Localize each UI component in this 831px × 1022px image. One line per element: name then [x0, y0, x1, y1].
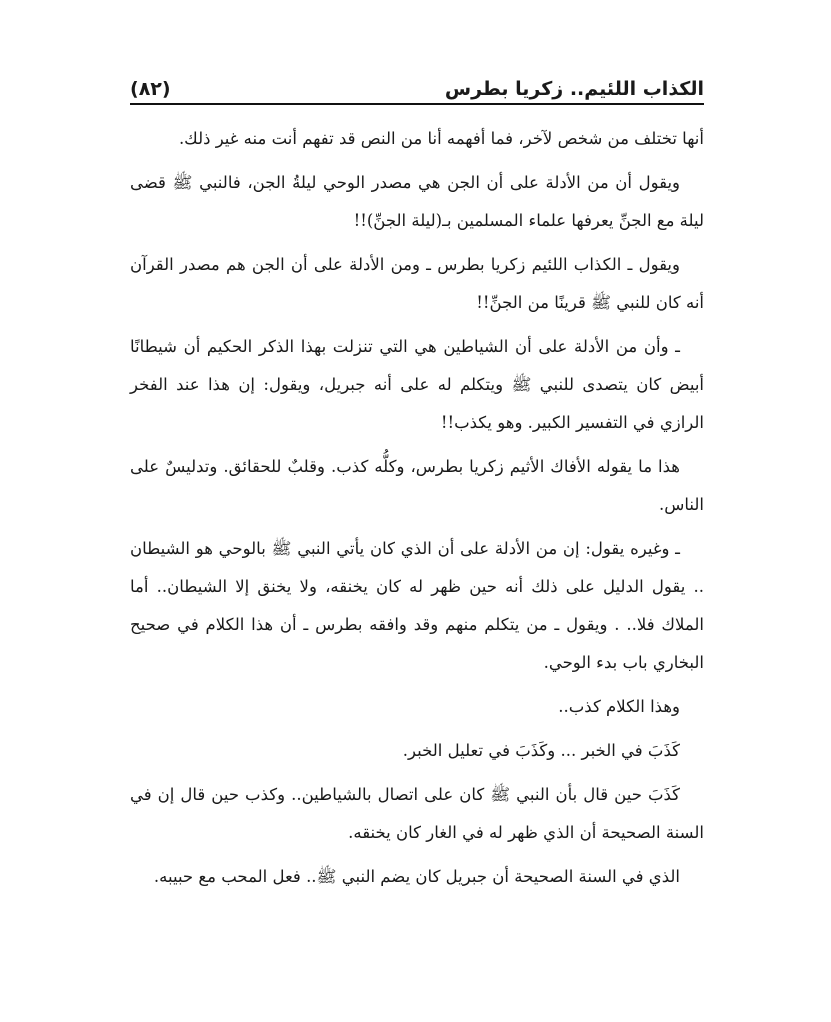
paragraph: كَذَبَ في الخبر ... وكَذَبَ في تعليل الخبر.: [402, 741, 680, 760]
body-text: [130, 120, 704, 902]
book-page: [130, 0, 704, 1022]
paragraph: أنها تختلف من شخص لآخر، فما أفهمه أنا من النص قد تفهم أنت منه غير ذلك.: [178, 129, 704, 148]
page-header: [130, 70, 704, 105]
paragraph: ويقول ـ الكذاب اللئيم زكريا بطرس ـ ومن الأدلة على أن الجن هم مصدر القرآن أنه كان للنبي ﷺ قرينًا من الجنِّ!!: [130, 255, 704, 312]
paragraph: ويقول أن من الأدلة على أن الجن هي مصدر الوحي ليلةُ الجن، فالنبي ﷺ قضى ليلة مع الجنِّ يعرفها علماء المسلمين بـ(ليلة الجنِّ)!!: [130, 173, 704, 230]
paragraph: هذا ما يقوله الأفاك الأثيم زكريا بطرس، وكلُّه كذب. وقلبٌ للحقائق. وتدليسٌ على الناس.: [130, 457, 704, 514]
page-number: (٨٢): [130, 78, 171, 100]
running-title: الكذاب اللئيم.. زكريا بطرس: [444, 78, 704, 100]
paragraph: وهذا الكلام كذب..: [558, 697, 680, 716]
paragraph: الذي في السنة الصحيحة أن جبريل كان يضم النبي ﷺ.. فعل المحب مع حبيبه.: [153, 867, 680, 886]
paragraph: ـ وأن من الأدلة على أن الشياطين هي التي تنزلت بهذا الذكر الحكيم أن شيطانًا أبيض كان يتصدى للنبي ﷺ ويتكلم له على أنه جبريل، ويقول: إن هذا عند الفخر الرازي في التفسير الكبير. وهو يكذب!!: [130, 337, 704, 432]
paragraph: كَذَبَ حين قال بأن النبي ﷺ كان على اتصال بالشياطين.. وكذب حين قال إن في السنة الصحيحة أن الذي ظهر له في الغار كان يخنقه.: [130, 785, 704, 842]
paragraph: ـ وغيره يقول: إن من الأدلة على أن الذي كان يأتي النبي ﷺ بالوحي هو الشيطان .. يقول الدليل على ذلك أنه حين ظهر له كان يخنقه، ولا يخنق إلا الشيطان.. أما الملاك فلا.. . ويقول ـ من يتكلم منهم وقد وافقه بطرس ـ أن هذا الكلام في صحيح البخاري باب بدء الوحي.: [130, 539, 704, 672]
